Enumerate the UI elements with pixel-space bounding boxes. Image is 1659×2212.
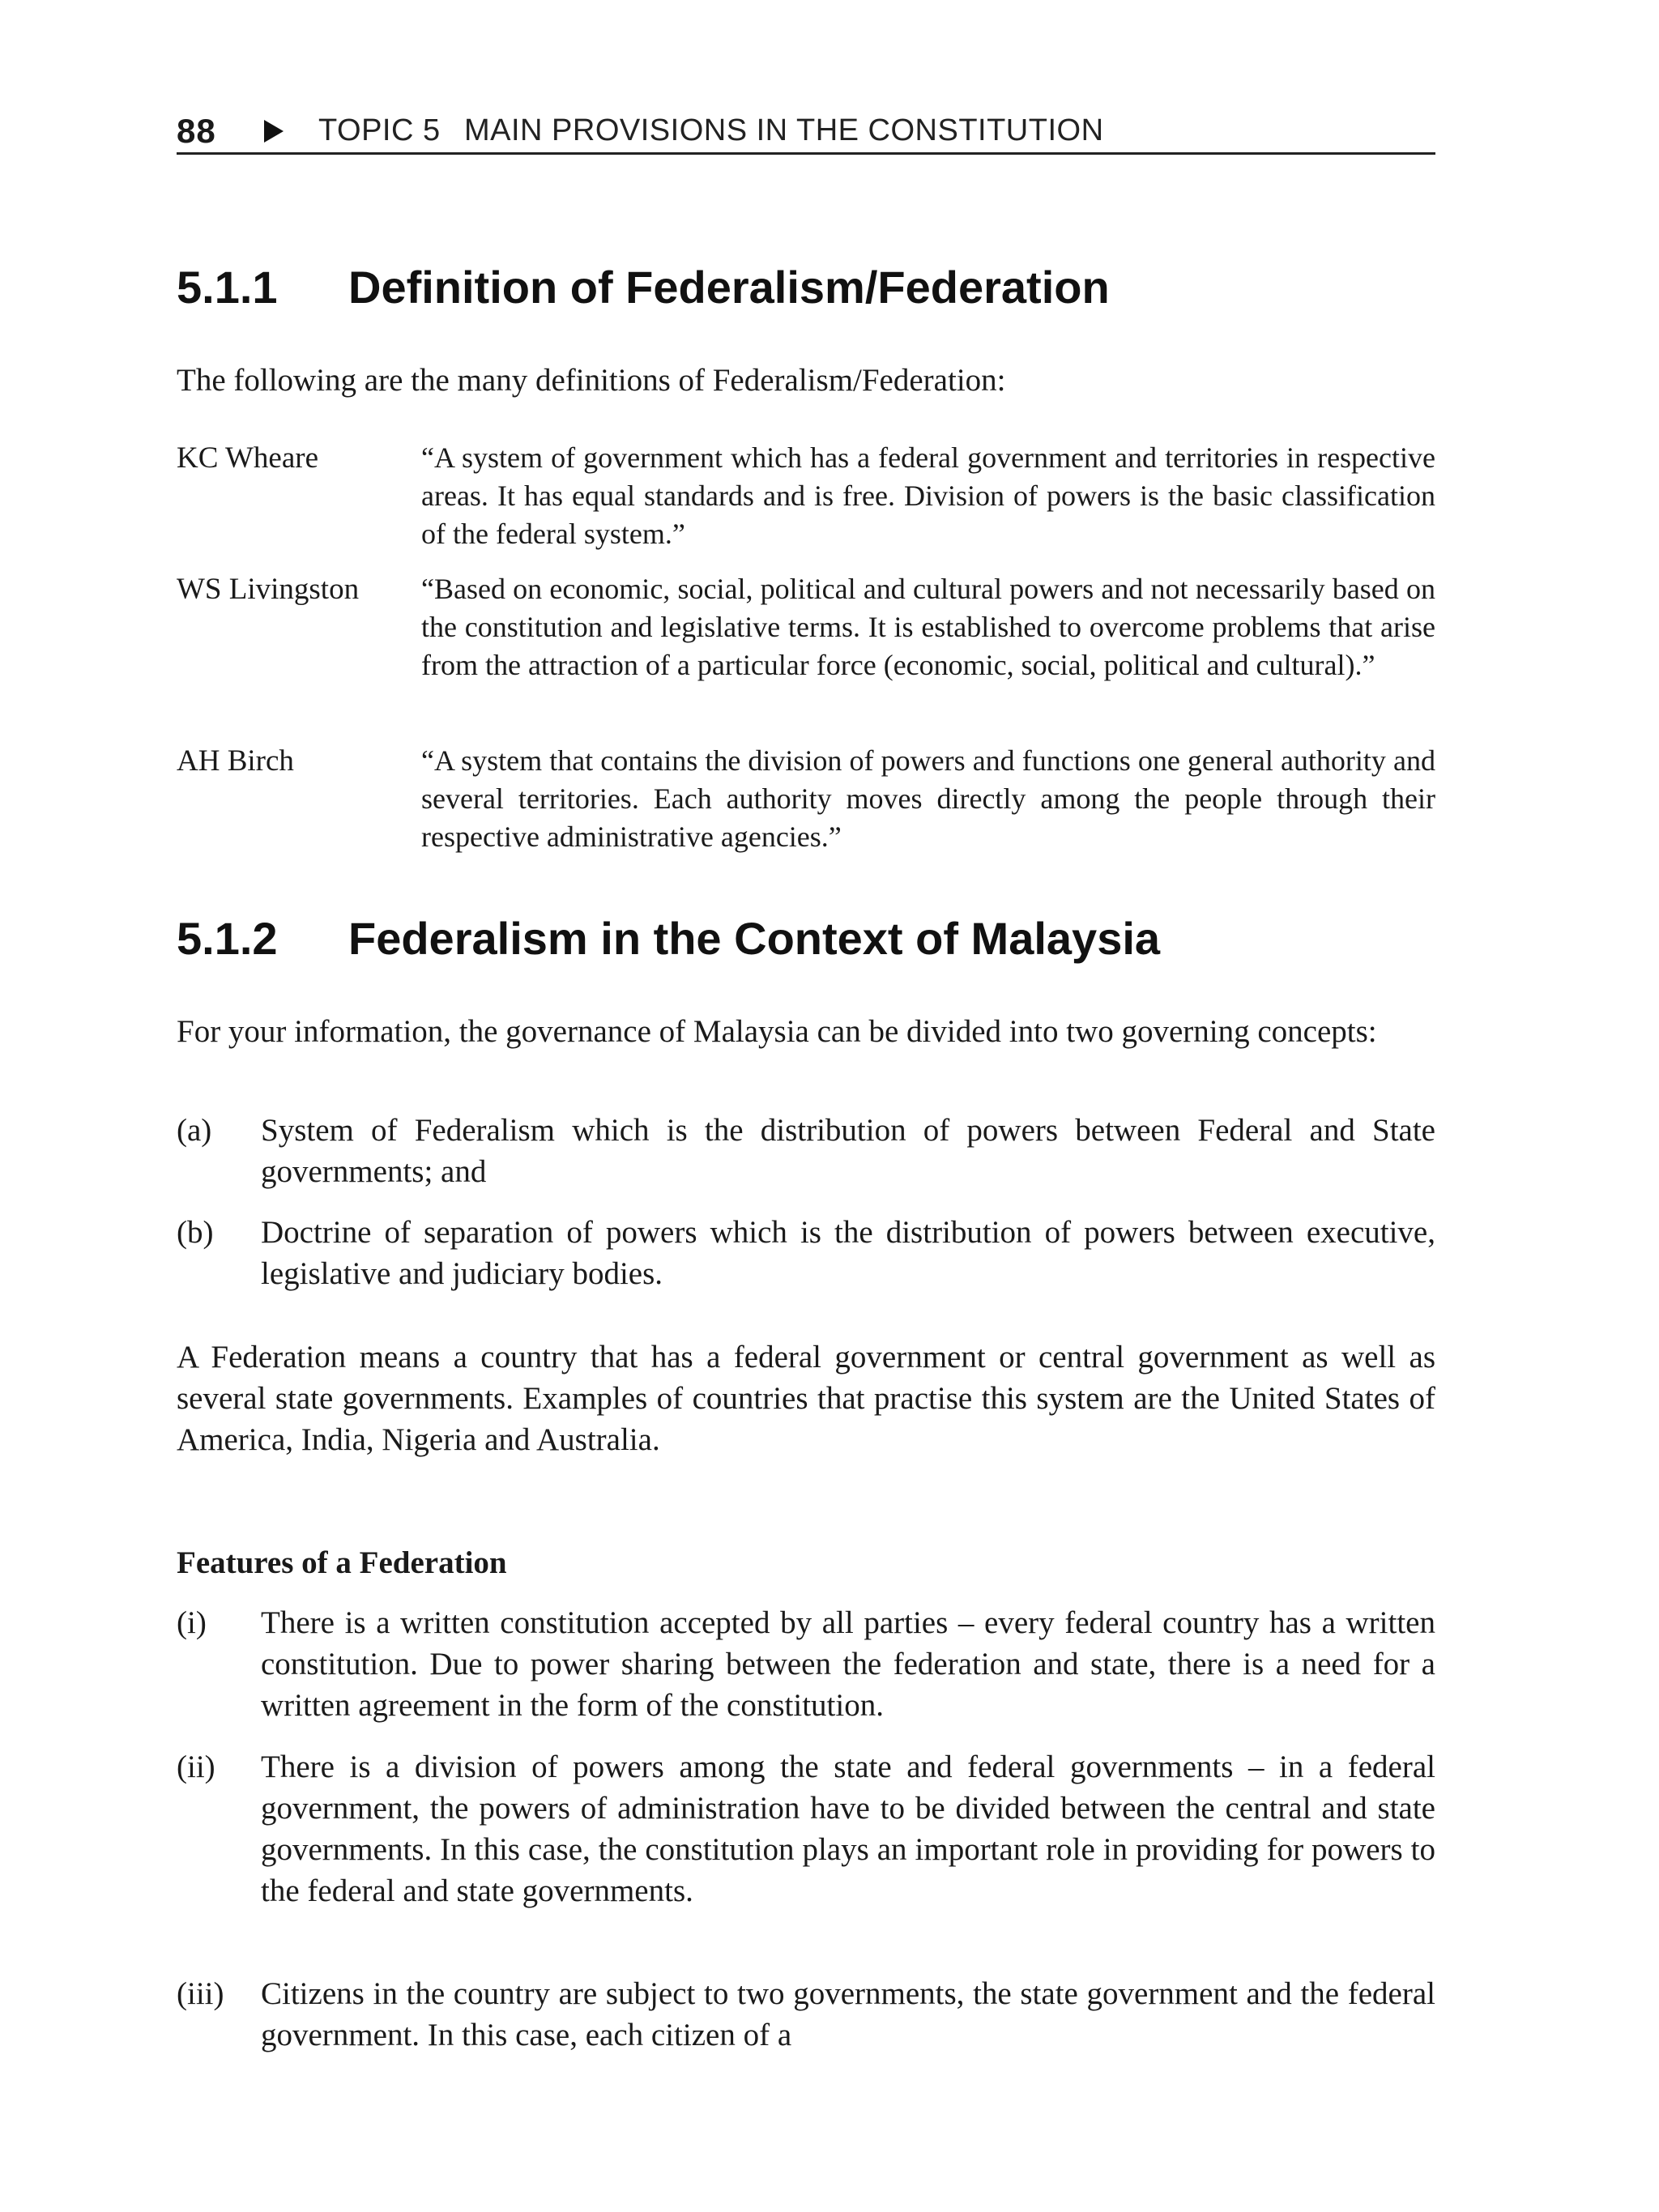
section-number: 5.1.2 (177, 913, 278, 964)
list-text: System of Federalism which is the distribution of powers between Federal and State governments; and (261, 1113, 1435, 1189)
list-marker: (iii) (177, 1976, 224, 2011)
section-intro: For your information, the governance of Malaysia can be divided into two governing concepts: (177, 1014, 1377, 1049)
page-number: 88 (177, 112, 216, 150)
topic-label: TOPIC 5 (318, 113, 441, 147)
list-text: There is a written constitution accepted by all parties – every federal country has a written constitution. Due to power sharing between the federation and state, there is a need for a written agreement in the form of the constitution. (261, 1605, 1435, 1723)
list-marker: (ii) (177, 1750, 215, 1784)
list-text: Doctrine of separation of powers which is the distribution of powers between executive, legislative and judiciary bodies. (261, 1215, 1435, 1291)
definition-author: KC Wheare (177, 441, 318, 475)
list-marker: (b) (177, 1215, 214, 1250)
federation-paragraph: A Federation means a country that has a federal government or central government as well as several state governments. Examples of countries that practise this system are the United States of America, India, Nigeria and Australia. (177, 1340, 1435, 1457)
features-heading: Features of a Federation (177, 1545, 507, 1580)
topic-title: MAIN PROVISIONS IN THE CONSTITUTION (464, 113, 1104, 147)
list-text: There is a division of powers among the state and federal governments – in a federal government, the powers of administration have to be divided between the central and state governments. In this case, the constitution plays an important role in providing for powers to the federal and state governments. (261, 1750, 1435, 1908)
list-marker: (a) (177, 1113, 212, 1148)
running-header (177, 110, 1435, 155)
section-title: Federalism in the Context of Malaysia (348, 913, 1161, 964)
list-text: Citizens in the country are subject to two governments, the state government and the federal government. In this case, each citizen of a (261, 1976, 1435, 2052)
definition-text: “Based on economic, social, political and cultural powers and not necessarily based on the constitution and legislative terms. It is established to overcome problems that arise from the attraction of a particular force (economic, social, political and cultural).” (421, 573, 1435, 681)
section-number: 5.1.1 (177, 262, 278, 313)
definition-author: WS Livingston (177, 573, 360, 606)
arrow-right-icon (264, 120, 284, 143)
list-marker: (i) (177, 1605, 207, 1640)
definition-text: “A system that contains the division of powers and functions one general authority and several territories. Each authority moves directly among the people through their respective administrative agencies.” (421, 744, 1435, 853)
definition-author: AH Birch (177, 744, 294, 778)
definition-text: “A system of government which has a federal government and territories in respective areas. It has equal standards and is free. Division of powers is the basic classification of the federal system.” (421, 441, 1435, 550)
section-intro: The following are the many definitions of Federalism/Federation: (177, 363, 1006, 398)
section-title: Definition of Federalism/Federation (348, 262, 1110, 313)
